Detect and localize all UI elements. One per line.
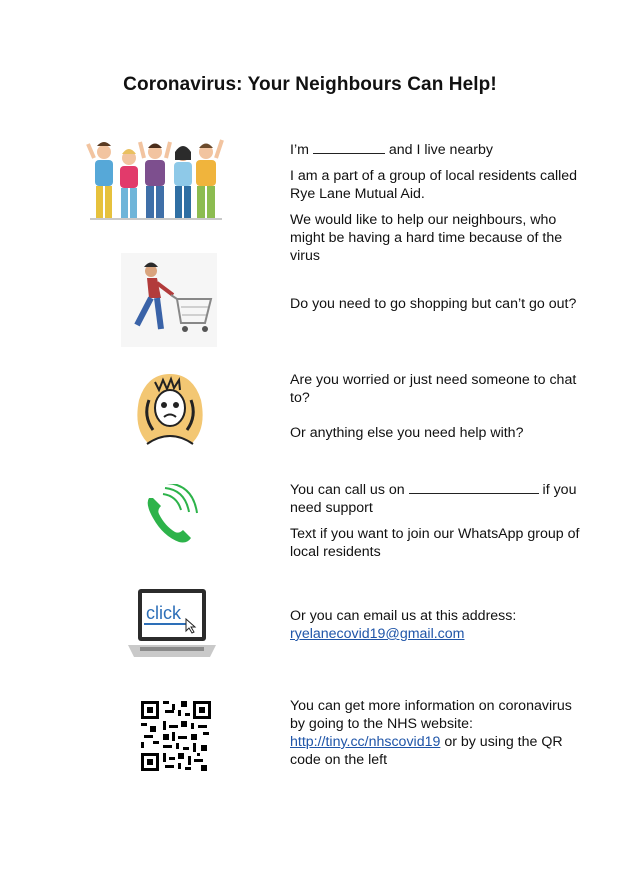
info-text	[290, 697, 590, 769]
worried-text: Are you worried or just need someone to chat to?	[290, 372, 577, 406]
name-blank	[313, 141, 385, 154]
intro-name-line	[290, 141, 590, 159]
anything-else-text: Or anything else you need help with?	[290, 425, 524, 441]
call-prefix: You can call us on	[290, 482, 405, 498]
phone-icon	[143, 484, 199, 544]
im-prefix: I’m	[290, 142, 309, 158]
call-suffix: if you need support	[290, 482, 577, 516]
info-prefix: You can get more information on coronavirus by going to the NHS website:	[290, 698, 572, 732]
whatsapp-text: Text if you want to join our WhatsApp group of local residents	[290, 526, 580, 560]
email-line	[290, 625, 590, 643]
info-suffix: or by using the QR code on the left	[290, 734, 563, 768]
page-title: Coronavirus: Your Neighbours Can Help!	[123, 74, 497, 95]
im-suffix: and I live nearby	[388, 142, 493, 158]
person-figure	[174, 146, 192, 218]
worried-person-illustration	[131, 370, 209, 446]
nhs-link[interactable]: http://tiny.cc/nhscovid19	[290, 734, 441, 750]
email-link[interactable]: ryelanecovid19@gmail.com	[290, 626, 465, 642]
phone-number-blank	[409, 481, 539, 494]
ground-line	[90, 218, 222, 220]
person-figure	[120, 149, 138, 218]
qr-code[interactable]	[141, 701, 211, 771]
laptop-click-illustration	[128, 589, 216, 661]
call-line	[290, 481, 590, 517]
person-figure	[196, 140, 222, 218]
shopping-text: Do you need to go shopping but can’t go out?	[290, 296, 577, 312]
neighbours-group-illustration	[84, 138, 234, 226]
person-figure	[140, 142, 170, 218]
laptop-screen-text: click	[146, 603, 181, 623]
email-text: Or you can email us at this address:	[290, 608, 517, 624]
person-figure	[88, 142, 113, 218]
intro-help-text: We would like to help our neighbours, who might be having a hard time because of the virus	[290, 212, 563, 264]
shopping-trolley-illustration	[121, 253, 217, 347]
intro-group-text: I am a part of a group of local residents called Rye Lane Mutual Aid.	[290, 168, 578, 202]
